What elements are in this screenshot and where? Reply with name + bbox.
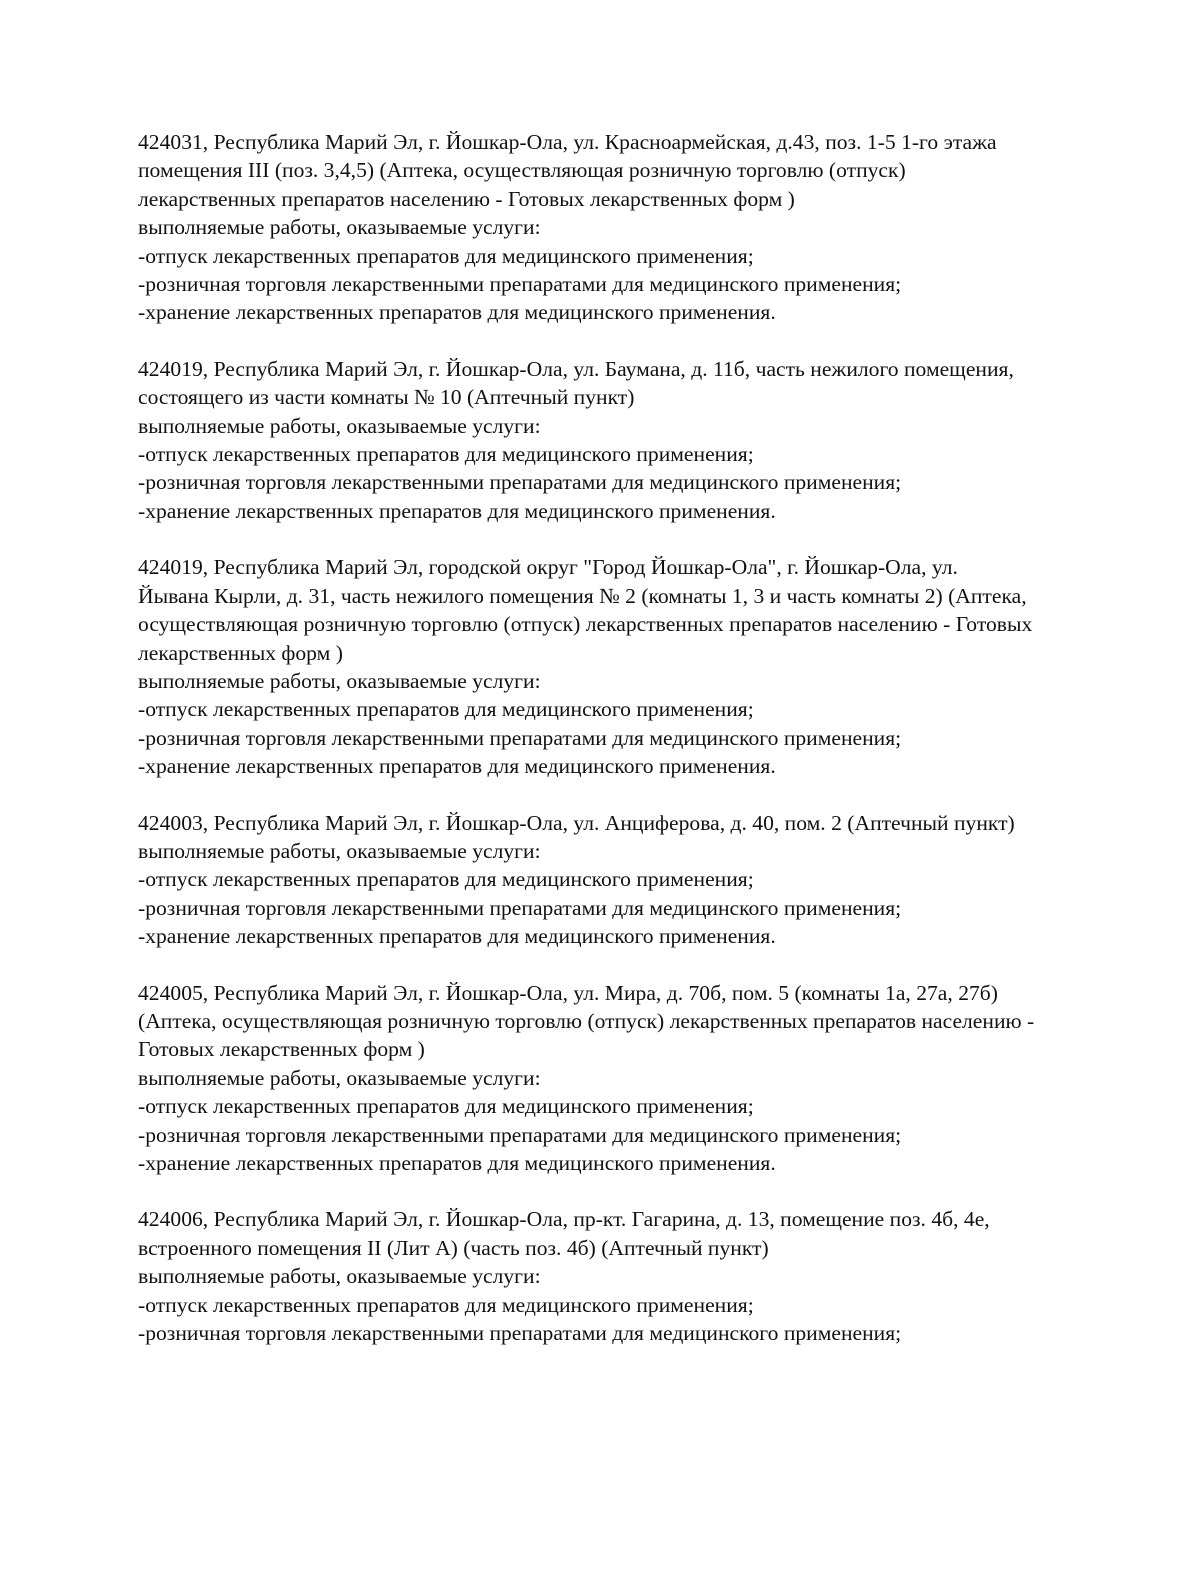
address-line: (Аптека, осуществляющая розничную торговлю (отпуск) лекарственных препаратов населению - xyxy=(138,1008,1035,1033)
service-item: -отпуск лекарственных препаратов для медицинского применения; xyxy=(138,1292,754,1317)
license-entry xyxy=(138,809,1128,951)
service-item: -розничная торговля лекарственными препаратами для медицинского применения; xyxy=(138,1321,902,1346)
service-item: -хранение лекарственных препаратов для медицинского применения. xyxy=(138,1151,776,1175)
license-entry xyxy=(138,355,1128,525)
address-line: 424006, Республика Марий Эл, г. Йошкар-Ола, пр-кт. Гагарина, д. 13, помещение поз. 4б, 4е, xyxy=(138,1207,990,1232)
service-item: -хранение лекарственных препаратов для медицинского применения. xyxy=(138,924,776,949)
service-item: -отпуск лекарственных препаратов для медицинского применения; xyxy=(138,1094,754,1119)
license-entry xyxy=(138,979,1128,1178)
license-entry xyxy=(138,128,1128,327)
service-item: -розничная торговля лекарственными препаратами для медицинского применения; xyxy=(138,725,902,750)
service-item: -хранение лекарственных препаратов для медицинского применения. xyxy=(138,300,776,325)
works-heading: выполняемые работы, оказываемые услуги: xyxy=(138,1264,541,1289)
service-item: -отпуск лекарственных препаратов для медицинского применения; xyxy=(138,697,754,722)
address-line: осуществляющая розничную торговлю (отпуск) лекарственных препаратов населению - Готовых xyxy=(138,612,1033,637)
service-item: -хранение лекарственных препаратов для медицинского применения. xyxy=(138,498,776,523)
service-item: -отпуск лекарственных препаратов для медицинского применения; xyxy=(138,243,754,268)
works-heading: выполняемые работы, оказываемые услуги: xyxy=(138,215,541,240)
service-item: -отпуск лекарственных препаратов для медицинского применения; xyxy=(138,442,754,467)
address-line: 424003, Республика Марий Эл, г. Йошкар-Ола, ул. Анциферова, д. 40, пом. 2 (Аптечный пункт) xyxy=(138,810,1015,835)
works-heading: выполняемые работы, оказываемые услуги: xyxy=(138,838,541,863)
address-line: встроенного помещения II (Лит А) (часть поз. 4б) (Аптечный пункт) xyxy=(138,1235,769,1260)
works-heading: выполняемые работы, оказываемые услуги: xyxy=(138,668,541,693)
license-entry xyxy=(138,553,1128,780)
address-line: 424019, Республика Марий Эл, г. Йошкар-Ола, ул. Баумана, д. 11б, часть нежилого помещения, xyxy=(138,356,1014,381)
service-item: -розничная торговля лекарственными препаратами для медицинского применения; xyxy=(138,470,902,495)
address-line: лекарственных форм ) xyxy=(138,640,343,665)
license-entry xyxy=(138,1205,1128,1347)
service-item: -хранение лекарственных препаратов для медицинского применения. xyxy=(138,754,776,779)
address-line: Йывана Кырли, д. 31, часть нежилого помещения № 2 (комнаты 1, 3 и часть комнаты 2) (Аптека, xyxy=(138,583,1027,608)
address-line: 424005, Республика Марий Эл, г. Йошкар-Ола, ул. Мира, д. 70б, пом. 5 (комнаты 1а, 27а, 27б) xyxy=(138,980,998,1005)
address-line: состоящего из части комнаты № 10 (Аптечный пункт) xyxy=(138,385,635,410)
service-item: -розничная торговля лекарственными препаратами для медицинского применения; xyxy=(138,895,902,920)
address-line: помещения III (поз. 3,4,5) (Аптека, осуществляющая розничную торговлю (отпуск) xyxy=(138,158,906,183)
address-line: лекарственных препаратов населению - Готовых лекарственных форм ) xyxy=(138,186,795,211)
address-line: 424019, Республика Марий Эл, городской округ "Город Йошкар-Ола", г. Йошкар-Ола, ул. xyxy=(138,555,958,580)
address-line: Готовых лекарственных форм ) xyxy=(138,1037,425,1062)
works-heading: выполняемые работы, оказываемые услуги: xyxy=(138,1065,541,1090)
service-item: -розничная торговля лекарственными препаратами для медицинского применения; xyxy=(138,1122,902,1147)
service-item: -отпуск лекарственных препаратов для медицинского применения; xyxy=(138,867,754,892)
document-page xyxy=(138,128,1128,1375)
works-heading: выполняемые работы, оказываемые услуги: xyxy=(138,413,541,438)
service-item: -розничная торговля лекарственными препаратами для медицинского применения; xyxy=(138,272,902,297)
address-line: 424031, Республика Марий Эл, г. Йошкар-Ола, ул. Красноармейская, д.43, поз. 1-5 1-го этажа xyxy=(138,130,997,154)
